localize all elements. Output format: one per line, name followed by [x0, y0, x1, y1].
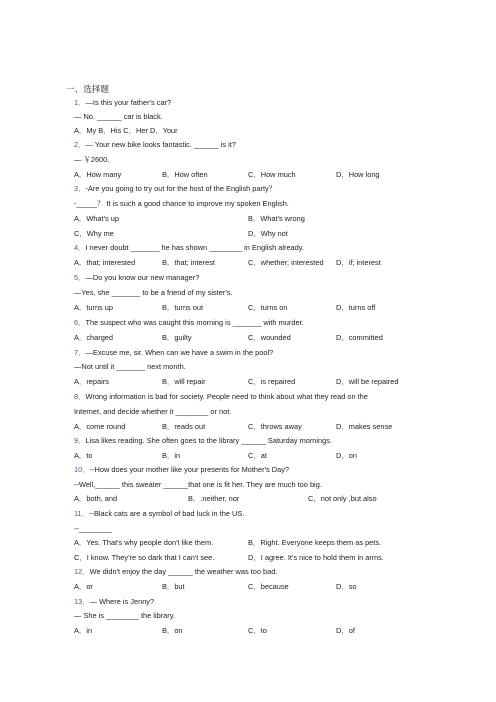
- option-b: B．Right. Everyone keeps them as pets.: [248, 538, 382, 547]
- question-number: 12．: [74, 567, 90, 576]
- option-d: D．committed: [336, 333, 383, 342]
- question-number: 10．: [74, 465, 90, 474]
- question-13: [74, 597, 154, 606]
- question-5: [74, 273, 199, 282]
- option-b: B．will repair: [162, 377, 206, 386]
- question-10-line2: --Well,______ this sweater ______that one is fit her. They are much too big.: [74, 480, 322, 489]
- option-b: B．.neither, nor: [188, 494, 240, 503]
- question-stem: --Black cats are a symbol of bad luck in the US.: [89, 509, 245, 518]
- option-d: D．if; interest: [336, 258, 381, 267]
- question-number: 8．: [74, 392, 86, 401]
- option-c: C．because: [248, 582, 289, 591]
- option-d: D．makes sense: [336, 422, 393, 431]
- question-number: 2．: [74, 140, 86, 149]
- option-a: A．charged: [74, 333, 114, 342]
- option-a: A．What's up: [74, 214, 119, 223]
- question-stem: Lisa likes reading. She often goes to the library ______ Saturday mornings.: [85, 436, 333, 445]
- question-3: [74, 184, 276, 193]
- question-number: 4．: [74, 243, 86, 252]
- option-b: B．guilty: [162, 333, 192, 342]
- option-a: A．repairs: [74, 377, 109, 386]
- question-8-line2: Internet, and decide whether it ________ or not.: [74, 407, 232, 416]
- question-stem: —Do you know our new manager?: [85, 273, 200, 282]
- section-title: 一、选择题: [66, 84, 109, 94]
- question-8: [74, 392, 368, 401]
- option-c: C．turns on: [248, 303, 288, 312]
- question-5-line2: —Yes, she _______ to be a friend of my sister's.: [74, 288, 233, 297]
- option-b: B．that; interest: [162, 258, 215, 267]
- option-d: D．Why not: [248, 229, 288, 238]
- option-a: A．to: [74, 451, 93, 460]
- option-a: A．come round: [74, 422, 126, 431]
- option-a: A．in: [74, 626, 93, 635]
- option-b: B．How often: [162, 170, 208, 179]
- option-b: B．turns out: [162, 303, 204, 312]
- option-c: C．to: [248, 626, 267, 635]
- question-10: [74, 465, 289, 474]
- option-d: D．turns off: [336, 303, 376, 312]
- option-a: A．How many: [74, 170, 122, 179]
- question-number: 7．: [74, 348, 86, 357]
- option-d: D．will be repaired: [336, 377, 399, 386]
- question-7: [74, 348, 273, 357]
- option-d: D．How long: [336, 170, 380, 179]
- option-c: C．I know. They're so dark that I can't see.: [74, 553, 215, 562]
- option-d: D．so: [336, 582, 357, 591]
- option-c: C．whether; interested: [248, 258, 324, 267]
- question-13-line2: — She is ________ the library.: [74, 611, 175, 620]
- option-c: C．throws away: [248, 422, 302, 431]
- question-1: [74, 98, 171, 107]
- option-b: B．reads out: [162, 422, 206, 431]
- question-stem: — Where is Jenny?: [89, 597, 155, 606]
- question-12: [74, 567, 277, 576]
- question-11: [74, 509, 244, 518]
- question-2: [74, 140, 236, 149]
- option-a: A．turns up: [74, 303, 114, 312]
- question-9: [74, 436, 332, 445]
- question-number: 1．: [74, 98, 86, 107]
- option-b: B．What's wrong: [248, 214, 305, 223]
- question-stem: Wrong information is bad for society. People need to think about what they read on the: [85, 392, 368, 401]
- question-11-line2: --________: [74, 524, 112, 533]
- option-b: B．on: [162, 626, 183, 635]
- option-c: C．How much: [248, 170, 296, 179]
- question-7-line2: —Not until it _______ next month.: [74, 362, 186, 371]
- question-6: [74, 318, 304, 327]
- question-number: 6．: [74, 318, 86, 327]
- question-stem: —Excuse me, sir. When can we have a swim in the pool?: [85, 348, 274, 357]
- option-c: C．not only ,but also: [308, 494, 377, 503]
- question-3-line2: -_____？ It is such a good chance to improve my spoken English.: [74, 199, 289, 208]
- question-number: 9．: [74, 436, 86, 445]
- option-b: B．but: [162, 582, 185, 591]
- option-c: C．wounded: [248, 333, 291, 342]
- option-a: A．both, and: [74, 494, 118, 503]
- question-stem: We didn't enjoy the day ______ the weather was too bad.: [89, 567, 278, 576]
- option-d: D．I agree. It's nice to hold them in arms.: [248, 553, 384, 562]
- question-4: [74, 243, 304, 252]
- option-b: B．in: [162, 451, 181, 460]
- option-d: D．on: [336, 451, 357, 460]
- option-c: C．is repaired: [248, 377, 296, 386]
- question-1-options: A．My B．His C．Her D．Your: [74, 126, 178, 135]
- question-stem: The suspect who was caught this morning is _______ with murder.: [85, 318, 304, 327]
- question-1-line2: — No. ______ car is black.: [74, 112, 163, 121]
- option-a: A．or: [74, 582, 93, 591]
- option-a: A．that; interested: [74, 258, 136, 267]
- question-stem: -Are you going to try out for the host of the English party？: [85, 184, 277, 193]
- question-number: 13．: [74, 597, 90, 606]
- option-c: C．Why me: [74, 229, 114, 238]
- question-stem: — Your new bike looks fantastic. ______ is it?: [85, 140, 236, 149]
- question-stem: I never doubt _______ he has shown ________ in English already.: [85, 243, 304, 252]
- question-2-line2: — ￥2600.: [74, 155, 110, 164]
- question-number: 11．: [74, 509, 90, 518]
- question-stem: —Is this your father's car?: [85, 98, 172, 107]
- question-stem: --How does your mother like your presents for Mother's Day?: [89, 465, 290, 474]
- question-number: 5．: [74, 273, 86, 282]
- question-number: 3．: [74, 184, 86, 193]
- option-c: C．at: [248, 451, 267, 460]
- option-d: D．of: [336, 626, 355, 635]
- option-a: A．Yes. That's why people don't like them.: [74, 538, 214, 547]
